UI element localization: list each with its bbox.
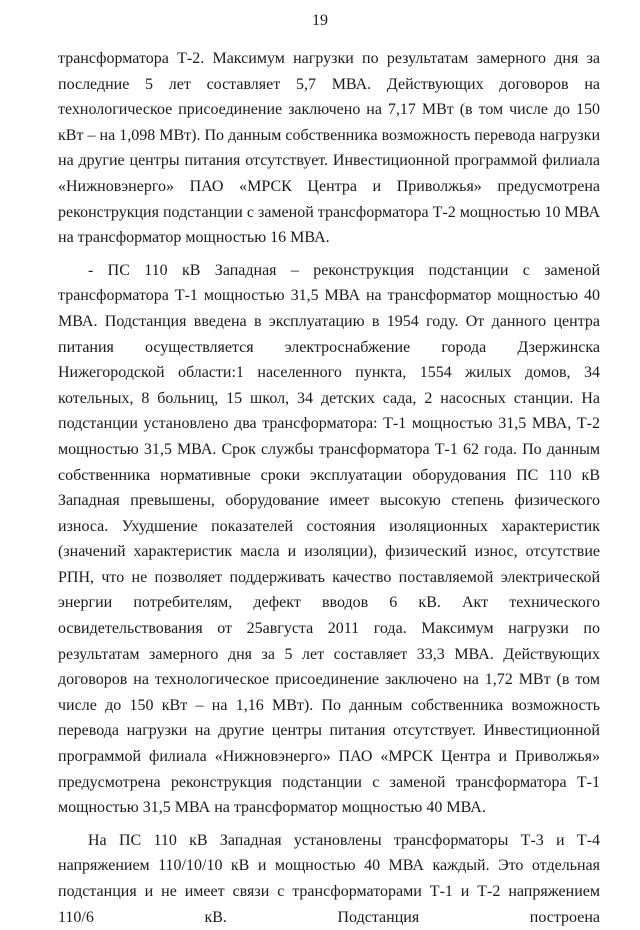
page-body [58,46,600,930]
paragraph-zapadnaya-reconstruction: - ПС 110 кВ Западная – реконструкция подстанции с заменой трансформатора Т-1 мощностью 31,5 МВА на трансформатор мощностью 40 МВА. Подстанция введена в эксплуатацию в 1954 году. От данного центра питания осуществляется электроснабжение города Дзержинска Нижегородской области:1 населенного пункта, 1554 жилых домов, 34 котельных, 8 больниц, 15 школ, 34 детских сада, 2 насосных станции. На подстанции установлено два трансформатора: Т-1 мощностью 31,5 МВА, Т-2 мощностью 31,5 МВА. Срок службы трансформатора Т-1 62 года. По данным собственника нормативные сроки эксплуатации оборудования ПС 110 кВ Западная превышены, оборудование имеет высокую степень физического износа. Ухудшение показателей состояния изоляционных характеристик (значений характеристик масла и изоляции), физический износ, отсутствие РПН, что не позволяет поддерживать качество поставляемой электрической энергии потребителям, дефект вводов 6 кВ. Акт технического освидетельствования от 25августа 2011 года. Максимум нагрузки по результатам замерного дня за 5 лет составляет 33,3 МВА. Действующих договоров на технологическое присоединение заключено на 1,72 МВт (в том числе до 150 кВт – на 1,16 МВт). По данным собственника возможность перевода нагрузки на другие центры питания отсутствует. Инвестиционной программой филиала «Нижновэнерго» ПАО «МРСК Центра и Приволжья» предусмотрена реконструкция подстанции с заменой трансформатора Т-1 мощностью 31,5 МВА на трансформатор мощностью 40 МВА. [58,261,600,817]
paragraph-zapadnaya-transformers: На ПС 110 кВ Западная установлены трансформаторы Т-3 и Т-4 напряжением 110/10/10 кВ и мощностью 40 МВА каждый. Это отдельная подстанция и не имеет связи с трансформаторами Т-1 и Т-2 напряжением 110/6 кВ. Подстанция построена [58,831,600,926]
page-number: 19 [312,12,328,29]
paragraph-continued: трансформатора Т-2. Максимум нагрузки по результатам замерного дня за последние 5 лет составляет 5,7 МВА. Действующих договоров на технологическое присоединение заключено на 7,17 МВт (в том числе до 150 кВт – на 1,098 МВт). По данным собственника возможность перевода нагрузки на другие центры питания отсутствует. Инвестиционной программой филиала «Нижновэнерго» ПАО «МРСК Центра и Приволжья» предусмотрена реконструкция подстанции с заменой трансформатора Т-2 мощностью 10 МВА на трансформатор мощностью 16 МВА. [58,50,600,247]
